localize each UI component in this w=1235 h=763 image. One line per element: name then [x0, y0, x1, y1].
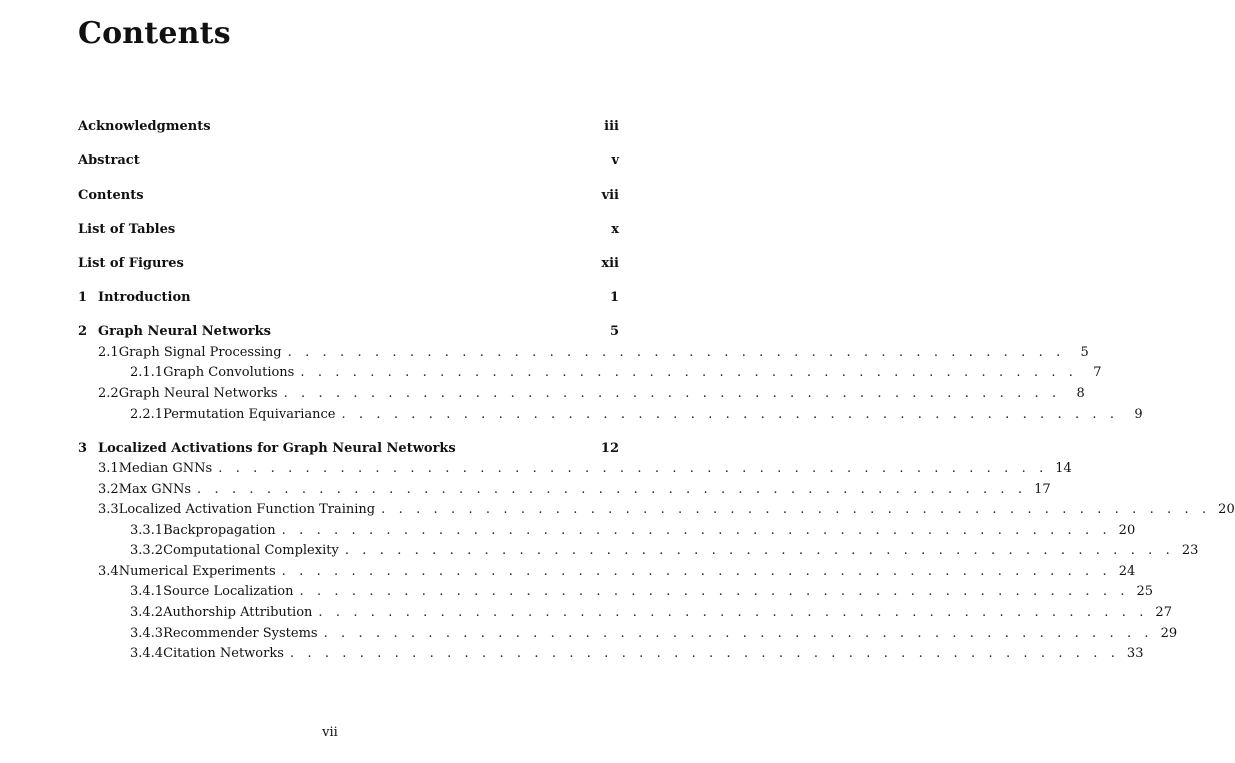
toc-entry-contents[interactable]: [78, 188, 619, 206]
toc-entry-page: v: [611, 153, 619, 168]
leader-dots: . . . . . . . . . . . . . . . . . . . . . . . . . . . . . . . . . . . . . . . . . . . . .: [283, 386, 1061, 401]
toc-entry-page: iii: [604, 119, 619, 134]
toc-entry-label: Permutation Equivariance: [163, 407, 336, 422]
leader-dots: . . . . . . . . . . . . . . . . . . . . . . . . . . . . . . . . . . . . . . . . . . . . . . . .: [323, 626, 1154, 641]
toc-entry-label: Source Localization: [163, 584, 294, 599]
toc-entry-acknowledgments[interactable]: [78, 119, 619, 137]
toc-entry-label: Graph Convolutions: [163, 365, 295, 380]
toc-entry-page: 14: [1055, 461, 1072, 476]
leader-dots: . . . . . . . . . . . . . . . . . . . . . . . . . . . . . . . . . . . . . . . . . . . . . . . .: [218, 461, 1048, 476]
toc-entry-number: 3.3: [98, 502, 119, 517]
toc-entry-number: 2.1.1: [130, 365, 164, 380]
toc-section-3-4[interactable]: [98, 564, 1136, 582]
toc-entry-label: Contents: [78, 188, 144, 203]
toc-entry-number: 3.2: [98, 482, 119, 497]
toc-entry-label: Computational Complexity: [163, 543, 339, 558]
toc-chapter-2[interactable]: [78, 324, 619, 342]
toc-entry-number: 2: [78, 324, 88, 339]
toc-entry-list-of-tables[interactable]: [78, 222, 619, 240]
toc-entry-page: 1: [609, 290, 619, 305]
toc-subsection-2-1-1[interactable]: [130, 365, 1102, 383]
toc-entry-number: 2.1: [98, 345, 119, 360]
toc-entry-label: Median GNNs: [118, 461, 213, 476]
toc-entry-label: Acknowledgments: [78, 119, 211, 134]
toc-entry-number: 3.4.1: [130, 584, 164, 599]
toc-section-2-2[interactable]: [98, 386, 1085, 404]
toc-section-3-1[interactable]: [98, 461, 1072, 479]
leader-dots: . . . . . . . . . . . . . . . . . . . . . . . . . . . . . . . . . . . . . . . . . . . . . . . .: [318, 605, 1148, 620]
toc-entry-page: 20: [1118, 523, 1136, 538]
toc-chapter-3[interactable]: [78, 441, 619, 459]
toc-entry-number: 3.1: [98, 461, 119, 476]
toc-entry-label: Abstract: [78, 153, 140, 168]
toc-entry-number: 1: [78, 290, 88, 305]
toc-entry-number: 3: [78, 441, 88, 456]
toc-entry-page: 7: [1093, 365, 1102, 380]
toc-entry-label: Graph Neural Networks: [118, 386, 278, 401]
toc-entry-number: 3.4.3: [130, 626, 164, 641]
toc-entry-number: 2.2.1: [130, 407, 164, 422]
leader-dots: . . . . . . . . . . . . . . . . . . . . . . . . . . . . . . . . . . . . . . . . . . . . . . . .: [289, 646, 1120, 661]
page-title: Contents: [78, 16, 231, 51]
toc-section-2-1[interactable]: [98, 345, 1089, 363]
page-number: vii: [322, 725, 338, 740]
leader-dots: . . . . . . . . . . . . . . . . . . . . . . . . . . . . . . . . . . . . . . . . . . . . . . . .: [344, 543, 1175, 558]
toc-entry-page: 17: [1034, 482, 1051, 497]
toc-entry-page: 23: [1181, 543, 1199, 558]
toc-entry-label: Backpropagation: [163, 523, 276, 538]
toc-subsection-3-3-1[interactable]: [130, 523, 1136, 541]
toc-entry-page: 12: [600, 441, 619, 456]
toc-entry-abstract[interactable]: [78, 153, 619, 171]
toc-entry-page: 27: [1155, 605, 1172, 620]
leader-dots: . . . . . . . . . . . . . . . . . . . . . . . . . . . . . . . . . . . . . . . . . . . . .: [300, 365, 1078, 380]
leader-dots: . . . . . . . . . . . . . . . . . . . . . . . . . . . . . . . . . . . . . . . . . . . . .: [287, 345, 1065, 360]
toc-entry-label: Recommender Systems: [163, 626, 318, 641]
toc-entry-page: 5: [609, 324, 619, 339]
toc-entry-page: vii: [601, 188, 619, 203]
toc-entry-list-of-figures[interactable]: [78, 256, 619, 274]
leader-dots: . . . . . . . . . . . . . . . . . . . . . . . . . . . . . . . . . . . . . . . . . . . . . . . .: [197, 482, 1027, 497]
toc-entry-label: Authorship Attribution: [163, 605, 313, 620]
toc-subsection-3-4-4[interactable]: [130, 646, 1144, 664]
toc-entry-label: List of Figures: [78, 256, 184, 271]
toc-entry-number: 3.4.2: [130, 605, 164, 620]
leader-dots: . . . . . . . . . . . . . . . . . . . . . . . . . . . . . . . . . . . . . . . . . . . . . . . .: [381, 502, 1211, 517]
toc-section-3-3[interactable]: [98, 502, 1235, 520]
leader-dots: . . . . . . . . . . . . . . . . . . . . . . . . . . . . . . . . . . . . . . . . . . . . .: [341, 407, 1119, 422]
leader-dots: . . . . . . . . . . . . . . . . . . . . . . . . . . . . . . . . . . . . . . . . . . . . . . . .: [281, 564, 1112, 579]
toc-entry-label: List of Tables: [78, 222, 176, 237]
toc-subsection-3-4-1[interactable]: [130, 584, 1154, 602]
toc-subsection-2-2-1[interactable]: [130, 407, 1143, 425]
toc-entry-label: Localized Activations for Graph Neural Networks: [98, 441, 456, 456]
toc-entry-label: Graph Neural Networks: [98, 324, 271, 339]
leader-dots: . . . . . . . . . . . . . . . . . . . . . . . . . . . . . . . . . . . . . . . . . . . . . . . .: [299, 584, 1130, 599]
toc-entry-label: Max GNNs: [118, 482, 192, 497]
toc-entry-page: 24: [1118, 564, 1136, 579]
leader-dots: . . . . . . . . . . . . . . . . . . . . . . . . . . . . . . . . . . . . . . . . . . . . . . . .: [281, 523, 1112, 538]
toc-entry-page: 29: [1160, 626, 1178, 641]
toc-entry-number: 3.4: [98, 564, 119, 579]
toc-entry-page: 9: [1134, 407, 1143, 422]
toc-chapter-1[interactable]: [78, 290, 619, 308]
toc-entry-page: 5: [1080, 345, 1089, 360]
toc-entry-page: 33: [1126, 646, 1144, 661]
toc-entry-page: 20: [1218, 502, 1235, 517]
toc-entry-number: 3.3.2: [130, 543, 164, 558]
toc-entry-page: x: [611, 222, 619, 237]
toc-entry-label: Graph Signal Processing: [118, 345, 282, 360]
toc-subsection-3-4-3[interactable]: [130, 626, 1178, 644]
toc-subsection-3-3-2[interactable]: [130, 543, 1199, 561]
toc-entry-page: xii: [601, 256, 619, 271]
toc-entry-page: 8: [1076, 386, 1085, 401]
toc-entry-number: 3.4.4: [130, 646, 164, 661]
toc-entry-label: Introduction: [98, 290, 191, 305]
toc-entry-label: Citation Networks: [163, 646, 284, 661]
toc-entry-number: 2.2: [98, 386, 119, 401]
toc-entry-page: 25: [1136, 584, 1154, 599]
toc-entry-number: 3.3.1: [130, 523, 164, 538]
toc-subsection-3-4-2[interactable]: [130, 605, 1172, 623]
toc-section-3-2[interactable]: [98, 482, 1051, 500]
toc-entry-label: Numerical Experiments: [118, 564, 276, 579]
toc-entry-label: Localized Activation Function Training: [118, 502, 376, 517]
